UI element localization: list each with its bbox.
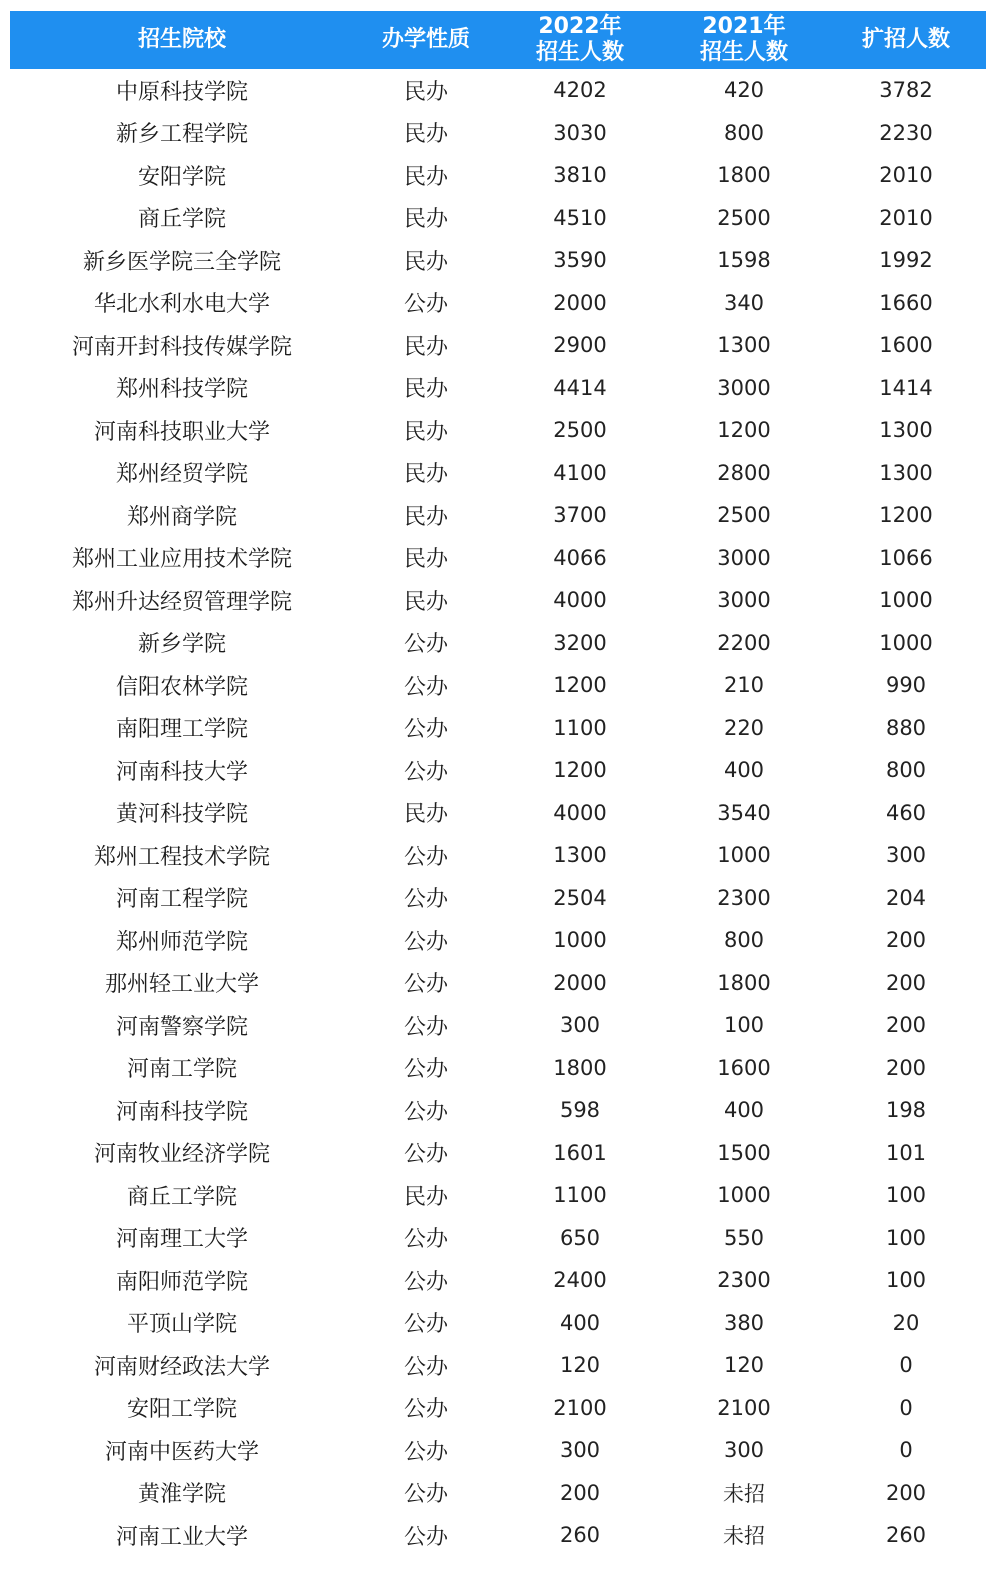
cell-2021: 3000 xyxy=(717,375,771,400)
cell-2021: 800 xyxy=(723,120,765,145)
header-2022 xyxy=(498,11,662,69)
cell-2021: 2800 xyxy=(717,460,771,485)
cell-type: 民办 xyxy=(403,207,448,233)
cell-increase: 100 xyxy=(885,1268,927,1293)
table-row xyxy=(10,792,986,835)
cell-increase: 200 xyxy=(885,1055,927,1080)
table-row xyxy=(10,1217,986,1260)
header-2022-line2: 招生人数 xyxy=(535,40,624,65)
cell-school: 郑州工程技术学院 xyxy=(93,844,270,870)
table-row xyxy=(10,707,986,750)
cell-increase: 1300 xyxy=(879,418,933,443)
cell-increase: 260 xyxy=(885,1523,927,1548)
cell-school: 郑州经贸学院 xyxy=(115,462,248,488)
cell-2022: 1200 xyxy=(553,673,607,698)
table-header xyxy=(10,11,986,69)
cell-school: 河南科技学院 xyxy=(115,1099,248,1125)
cell-increase: 1300 xyxy=(879,460,933,485)
cell-2022: 2400 xyxy=(553,1268,607,1293)
cell-2021: 800 xyxy=(723,928,765,953)
cell-increase: 200 xyxy=(885,970,927,995)
cell-2022: 200 xyxy=(559,1480,601,1505)
cell-2022: 1000 xyxy=(553,928,607,953)
cell-increase: 0 xyxy=(899,1395,913,1420)
cell-2021: 400 xyxy=(723,1098,765,1123)
table-body xyxy=(10,69,986,1557)
table-row xyxy=(10,1387,986,1430)
table-row xyxy=(10,537,986,580)
cell-2022: 2000 xyxy=(553,290,607,315)
cell-school: 郑州科技学院 xyxy=(115,377,248,403)
cell-2021: 2300 xyxy=(717,885,771,910)
header-2022-line1: 2022年 xyxy=(538,14,622,39)
cell-school: 黄淮学院 xyxy=(137,1482,226,1508)
cell-type: 公办 xyxy=(403,292,448,318)
cell-school: 郑州师范学院 xyxy=(115,929,248,955)
cell-increase: 204 xyxy=(885,885,927,910)
cell-2021: 420 xyxy=(723,78,765,103)
cell-2022: 3700 xyxy=(553,503,607,528)
cell-increase: 200 xyxy=(885,928,927,953)
cell-school: 华北水利水电大学 xyxy=(93,292,270,318)
cell-2022: 300 xyxy=(559,1013,601,1038)
cell-type: 公办 xyxy=(403,1227,448,1253)
cell-2022: 3810 xyxy=(553,163,607,188)
cell-school: 河南开封科技传媒学院 xyxy=(71,334,292,360)
cell-2022: 1100 xyxy=(553,1183,607,1208)
cell-2021: 220 xyxy=(723,715,765,740)
cell-increase: 1992 xyxy=(879,248,933,273)
cell-type: 民办 xyxy=(403,1184,448,1210)
cell-school: 安阳工学院 xyxy=(126,1397,237,1423)
cell-increase: 100 xyxy=(885,1225,927,1250)
table-row xyxy=(10,282,986,325)
cell-increase: 1414 xyxy=(879,375,933,400)
cell-2022: 4202 xyxy=(553,78,607,103)
cell-2021: 300 xyxy=(723,1438,765,1463)
cell-type: 公办 xyxy=(403,1312,448,1338)
cell-2022: 650 xyxy=(559,1225,601,1250)
header-increase xyxy=(826,11,986,69)
header-school xyxy=(10,11,354,69)
cell-school: 河南工程学院 xyxy=(115,887,248,913)
table-row xyxy=(10,69,986,112)
cell-2021: 3540 xyxy=(717,800,771,825)
cell-school: 河南财经政法大学 xyxy=(93,1354,270,1380)
header-2021-line2: 招生人数 xyxy=(699,40,788,65)
cell-increase: 2010 xyxy=(879,163,933,188)
cell-type: 公办 xyxy=(403,1269,448,1295)
cell-school: 郑州升达经贸管理学院 xyxy=(71,589,292,615)
cell-increase: 1066 xyxy=(879,545,933,570)
cell-type: 公办 xyxy=(403,887,448,913)
table-row xyxy=(10,1089,986,1132)
table-row xyxy=(10,749,986,792)
cell-type: 公办 xyxy=(403,1354,448,1380)
cell-2021: 1000 xyxy=(717,843,771,868)
table-row xyxy=(10,664,986,707)
cell-school: 河南科技大学 xyxy=(115,759,248,785)
cell-type: 公办 xyxy=(403,1524,448,1550)
header-school-label: 招生院校 xyxy=(137,27,226,52)
cell-2021: 2100 xyxy=(717,1395,771,1420)
cell-2021: 120 xyxy=(723,1353,765,1378)
cell-2022: 260 xyxy=(559,1523,601,1548)
table-row xyxy=(10,1004,986,1047)
cell-increase: 20 xyxy=(892,1310,920,1335)
cell-2021: 1598 xyxy=(717,248,771,273)
cell-2021: 1800 xyxy=(717,970,771,995)
cell-school: 南阳师范学院 xyxy=(115,1269,248,1295)
table-row xyxy=(10,239,986,282)
cell-2021: 1300 xyxy=(717,333,771,358)
cell-type: 公办 xyxy=(403,1482,448,1508)
cell-increase: 1600 xyxy=(879,333,933,358)
header-type-label: 办学性质 xyxy=(381,27,470,52)
cell-2021: 400 xyxy=(723,758,765,783)
cell-increase: 101 xyxy=(885,1140,927,1165)
cell-type: 民办 xyxy=(403,547,448,573)
header-increase-label: 扩招人数 xyxy=(861,27,950,52)
cell-type: 民办 xyxy=(403,462,448,488)
table-row xyxy=(10,1429,986,1472)
cell-type: 民办 xyxy=(403,589,448,615)
cell-type: 民办 xyxy=(403,164,448,190)
cell-type: 公办 xyxy=(403,1057,448,1083)
cell-increase: 880 xyxy=(885,715,927,740)
cell-school: 河南理工大学 xyxy=(115,1227,248,1253)
cell-increase: 1660 xyxy=(879,290,933,315)
cell-increase: 1200 xyxy=(879,503,933,528)
cell-type: 公办 xyxy=(403,717,448,743)
table-row xyxy=(10,1344,986,1387)
cell-increase: 100 xyxy=(885,1183,927,1208)
table-row xyxy=(10,1472,986,1515)
cell-type: 公办 xyxy=(403,759,448,785)
cell-type: 民办 xyxy=(403,419,448,445)
cell-school: 新乡医学院三全学院 xyxy=(82,249,281,275)
cell-2022: 400 xyxy=(559,1310,601,1335)
cell-increase: 460 xyxy=(885,800,927,825)
cell-2022: 4000 xyxy=(553,588,607,613)
cell-type: 民办 xyxy=(403,249,448,275)
cell-2021: 380 xyxy=(723,1310,765,1335)
cell-2021: 1000 xyxy=(717,1183,771,1208)
cell-increase: 1000 xyxy=(879,630,933,655)
cell-2022: 120 xyxy=(559,1353,601,1378)
table-row xyxy=(10,1047,986,1090)
cell-2022: 1601 xyxy=(553,1140,607,1165)
cell-2022: 4100 xyxy=(553,460,607,485)
cell-type: 民办 xyxy=(403,802,448,828)
cell-school: 中原科技学院 xyxy=(115,79,248,105)
cell-type: 公办 xyxy=(403,1439,448,1465)
cell-type: 公办 xyxy=(403,929,448,955)
cell-2022: 2100 xyxy=(553,1395,607,1420)
table-row xyxy=(10,154,986,197)
cell-2021: 未招 xyxy=(723,1481,765,1506)
cell-school: 信阳农林学院 xyxy=(115,674,248,700)
table-row xyxy=(10,1514,986,1557)
table-row xyxy=(10,452,986,495)
cell-school: 新乡工程学院 xyxy=(115,122,248,148)
cell-increase: 3782 xyxy=(879,78,933,103)
cell-2022: 3200 xyxy=(553,630,607,655)
cell-2021: 2500 xyxy=(717,205,771,230)
cell-school: 河南牧业经济学院 xyxy=(93,1142,270,1168)
cell-school: 黄河科技学院 xyxy=(115,802,248,828)
cell-school: 平顶山学院 xyxy=(126,1312,237,1338)
table-row xyxy=(10,1302,986,1345)
cell-school: 安阳学院 xyxy=(137,164,226,190)
cell-type: 公办 xyxy=(403,1014,448,1040)
cell-increase: 200 xyxy=(885,1480,927,1505)
cell-type: 公办 xyxy=(403,1397,448,1423)
table-row xyxy=(10,112,986,155)
table-row xyxy=(10,834,986,877)
cell-2021: 未招 xyxy=(723,1524,765,1549)
table-row xyxy=(10,877,986,920)
table-row xyxy=(10,1174,986,1217)
cell-school: 河南科技职业大学 xyxy=(93,419,270,445)
cell-school: 商丘学院 xyxy=(137,207,226,233)
cell-2022: 1800 xyxy=(553,1055,607,1080)
cell-2022: 4414 xyxy=(553,375,607,400)
cell-school: 河南工学院 xyxy=(126,1057,237,1083)
cell-2022: 3030 xyxy=(553,120,607,145)
cell-2021: 210 xyxy=(723,673,765,698)
cell-increase: 2010 xyxy=(879,205,933,230)
cell-school: 河南警察学院 xyxy=(115,1014,248,1040)
table-row xyxy=(10,622,986,665)
table-row xyxy=(10,1132,986,1175)
cell-2021: 1600 xyxy=(717,1055,771,1080)
cell-school: 那州轻工业大学 xyxy=(104,972,259,998)
cell-2021: 340 xyxy=(723,290,765,315)
cell-2022: 2500 xyxy=(553,418,607,443)
cell-increase: 0 xyxy=(899,1353,913,1378)
cell-type: 公办 xyxy=(403,1099,448,1125)
cell-2021: 1200 xyxy=(717,418,771,443)
cell-2022: 300 xyxy=(559,1438,601,1463)
cell-2022: 4510 xyxy=(553,205,607,230)
cell-type: 民办 xyxy=(403,122,448,148)
cell-type: 公办 xyxy=(403,632,448,658)
enrollment-table xyxy=(10,11,986,1557)
cell-2022: 3590 xyxy=(553,248,607,273)
cell-2021: 550 xyxy=(723,1225,765,1250)
cell-increase: 200 xyxy=(885,1013,927,1038)
cell-school: 新乡学院 xyxy=(137,632,226,658)
cell-school: 郑州商学院 xyxy=(126,504,237,530)
cell-2021: 100 xyxy=(723,1013,765,1038)
table-row xyxy=(10,409,986,452)
table-row xyxy=(10,324,986,367)
header-type xyxy=(354,11,498,69)
cell-type: 公办 xyxy=(403,674,448,700)
cell-2021: 3000 xyxy=(717,588,771,613)
cell-2022: 1300 xyxy=(553,843,607,868)
cell-2021: 2200 xyxy=(717,630,771,655)
cell-2021: 2500 xyxy=(717,503,771,528)
cell-type: 公办 xyxy=(403,972,448,998)
header-2021 xyxy=(662,11,826,69)
cell-2022: 4066 xyxy=(553,545,607,570)
cell-type: 民办 xyxy=(403,504,448,530)
cell-school: 郑州工业应用技术学院 xyxy=(71,547,292,573)
table-row xyxy=(10,1259,986,1302)
table-row xyxy=(10,367,986,410)
cell-2022: 1100 xyxy=(553,715,607,740)
cell-increase: 800 xyxy=(885,758,927,783)
cell-increase: 300 xyxy=(885,843,927,868)
cell-school: 商丘工学院 xyxy=(126,1184,237,1210)
cell-2022: 2504 xyxy=(553,885,607,910)
cell-school: 河南中医药大学 xyxy=(104,1439,259,1465)
cell-2022: 598 xyxy=(559,1098,601,1123)
table-row xyxy=(10,962,986,1005)
cell-type: 民办 xyxy=(403,377,448,403)
cell-type: 公办 xyxy=(403,1142,448,1168)
cell-type: 民办 xyxy=(403,79,448,105)
cell-school: 南阳理工学院 xyxy=(115,717,248,743)
cell-type: 民办 xyxy=(403,334,448,360)
cell-2022: 4000 xyxy=(553,800,607,825)
cell-increase: 198 xyxy=(885,1098,927,1123)
cell-2021: 3000 xyxy=(717,545,771,570)
cell-2022: 2900 xyxy=(553,333,607,358)
table-row xyxy=(10,579,986,622)
cell-increase: 2230 xyxy=(879,120,933,145)
cell-2021: 2300 xyxy=(717,1268,771,1293)
table-row xyxy=(10,494,986,537)
cell-2021: 1500 xyxy=(717,1140,771,1165)
cell-2022: 2000 xyxy=(553,970,607,995)
cell-2022: 1200 xyxy=(553,758,607,783)
cell-school: 河南工业大学 xyxy=(115,1524,248,1550)
cell-increase: 990 xyxy=(885,673,927,698)
table-row xyxy=(10,919,986,962)
header-2021-line1: 2021年 xyxy=(702,14,786,39)
cell-increase: 0 xyxy=(899,1438,913,1463)
cell-increase: 1000 xyxy=(879,588,933,613)
table-row xyxy=(10,197,986,240)
cell-2021: 1800 xyxy=(717,163,771,188)
cell-type: 公办 xyxy=(403,844,448,870)
